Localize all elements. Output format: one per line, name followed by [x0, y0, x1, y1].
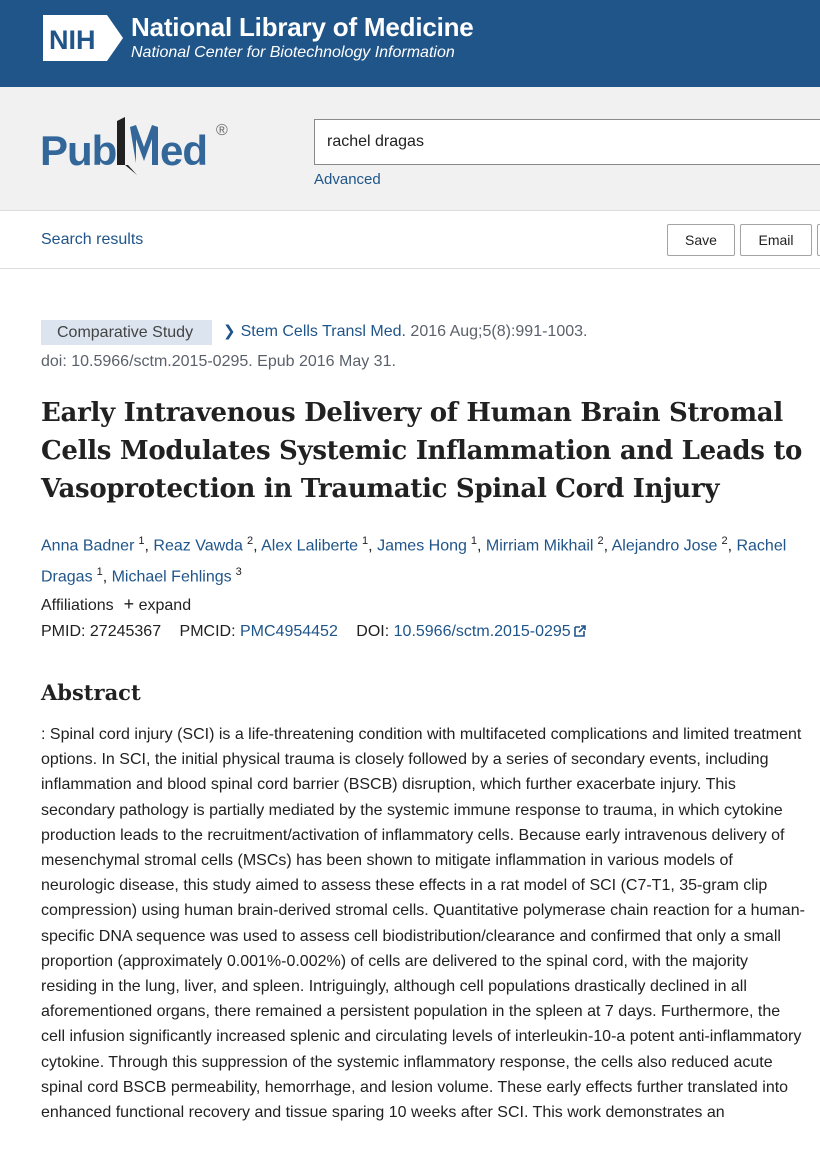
doi-link[interactable] [394, 623, 586, 640]
external-link-icon [574, 625, 586, 637]
email-button[interactable]: Email [740, 224, 812, 256]
author-link[interactable]: James Hong [377, 537, 467, 555]
svg-text:NIH: NIH [49, 25, 96, 55]
author-link[interactable]: Anna Badner [41, 537, 135, 555]
affiliation-number[interactable]: 1 [362, 535, 369, 547]
search-area [0, 87, 820, 211]
publication-type-badge: Comparative Study [41, 320, 212, 345]
affiliation-number[interactable]: 1 [470, 535, 478, 547]
save-button[interactable]: Save [667, 224, 735, 256]
affiliation-number[interactable]: 3 [235, 566, 242, 579]
journal-link[interactable]: Stem Cells Transl Med. [240, 323, 406, 340]
affiliation-number[interactable]: 2 [597, 535, 604, 547]
svg-text:ed: ed [160, 127, 208, 174]
author-link[interactable]: Rachel Dragas [41, 537, 787, 586]
results-toolbar [0, 211, 820, 269]
plus-icon: + [123, 594, 135, 614]
nih-title[interactable]: National Library of Medicine [131, 12, 474, 42]
nih-subtitle: National Center for Biotechnology Information [131, 44, 455, 61]
author-link[interactable]: Mirriam Mikhail [485, 537, 594, 555]
svg-text:®: ® [216, 122, 228, 139]
affiliations-toggle[interactable] [41, 594, 191, 615]
article-identifiers [41, 623, 586, 641]
doi-value: 10.5966/sctm.2015-0295 [393, 623, 571, 640]
advanced-search-link[interactable]: Advanced [314, 171, 381, 188]
abstract-text: : Spinal cord injury (SCI) is a life-threatening condition with multifaceted complications and limited treatment options. In SCI, the initial physical trauma is closely followed by a series of secondary events, including inflammation and blood spinal cord barrier (BSCB) disruption, which further exacerbate injury. This secondary pathology is partially mediated by the systemic immune response to trauma, in which cytokine production leads to the recruitment/activation of inflammatory cells. Because early intravenous delivery of mesenchymal stromal cells (MSCs) has been shown to mitigate inflammation in various models of neurologic disease, this study aimed to assess these effects in a rat model of SCI (C7-T1, 35-gram clip compression) using human brain-derived stromal cells. Quantitative polymerase chain reaction for a human-specific DNA sequence was used to assess cell biodistribution/clearance and confirmed that only a small proportion (approximately 0.001%-0.002%) of cells are delivered to the spinal cord, with the majority residing in the lung, liver, and spleen. Intriguingly, although cell populations drastically declined in all aforementioned organs, there remained a persistent population in the spleen at 7 days. Furthermore, the cell infusion significantly increased splenic and circulating levels of interleukin-10-a potent anti-inflammatory cytokine. Through this suppression of the systemic inflammatory response, the cells also reduced acute spinal cord BSCB permeability, hemorrhage, and lesion volume. These early effects further translated into enhanced functional recovery and tissue sparing 10 weeks after SCI. This work demonstrates an [41, 726, 805, 1122]
expand-label: expand [138, 597, 192, 614]
affiliation-number[interactable]: 2 [246, 535, 254, 547]
abstract-heading: Abstract [41, 680, 141, 705]
nih-logo[interactable] [41, 13, 125, 63]
doi-epub-line: doi: 10.5966/sctm.2015-0295. Epub 2016 May 31. [41, 353, 396, 370]
pmid-label: PMID: [41, 623, 86, 640]
pubmed-logo[interactable] [40, 113, 235, 183]
affiliation-number[interactable]: 1 [96, 566, 103, 579]
nih-header [0, 0, 820, 87]
affiliations-label: Affiliations [41, 597, 114, 614]
chevron-right-icon: ❯ [223, 323, 236, 340]
author-link[interactable]: Michael Fehlings [111, 568, 232, 586]
article-title: Early Intravenous Delivery of Human Brain Stromal Cells Modulates Systemic Inflammation and Leads to Vasoprotection in Traumatic Spinal Cord Injury [41, 398, 803, 504]
author-link[interactable]: Reaz Vawda [153, 537, 243, 555]
pmcid-label: PMCID: [179, 623, 236, 640]
citation-details: 2016 Aug;5(8):991-1003. [410, 323, 588, 340]
pmcid-link[interactable]: PMC4954452 [240, 623, 338, 640]
doi-label: DOI: [356, 623, 390, 640]
author-list: Anna Badner $^1$, Reaz Vawda $^2$, Alex Laliberte $^1$, James Hong $^1$, Mirriam Mikhail $^2$, Alejandro Jose $^2$, Rachel Dragas $^1$, Michael Fehlings $^3$ [41, 535, 787, 586]
pmid-value: 27245367 [89, 623, 162, 640]
affiliation-number[interactable]: 1 [138, 535, 145, 547]
svg-text:Pub: Pub [40, 127, 117, 174]
search-input[interactable] [314, 119, 820, 165]
search-results-link[interactable]: Search results [41, 231, 144, 248]
affiliation-number[interactable]: 2 [721, 535, 728, 547]
author-link[interactable]: Alex Laliberte [261, 537, 359, 555]
author-link[interactable]: Alejandro Jose [611, 537, 718, 555]
citation-line [223, 322, 587, 341]
